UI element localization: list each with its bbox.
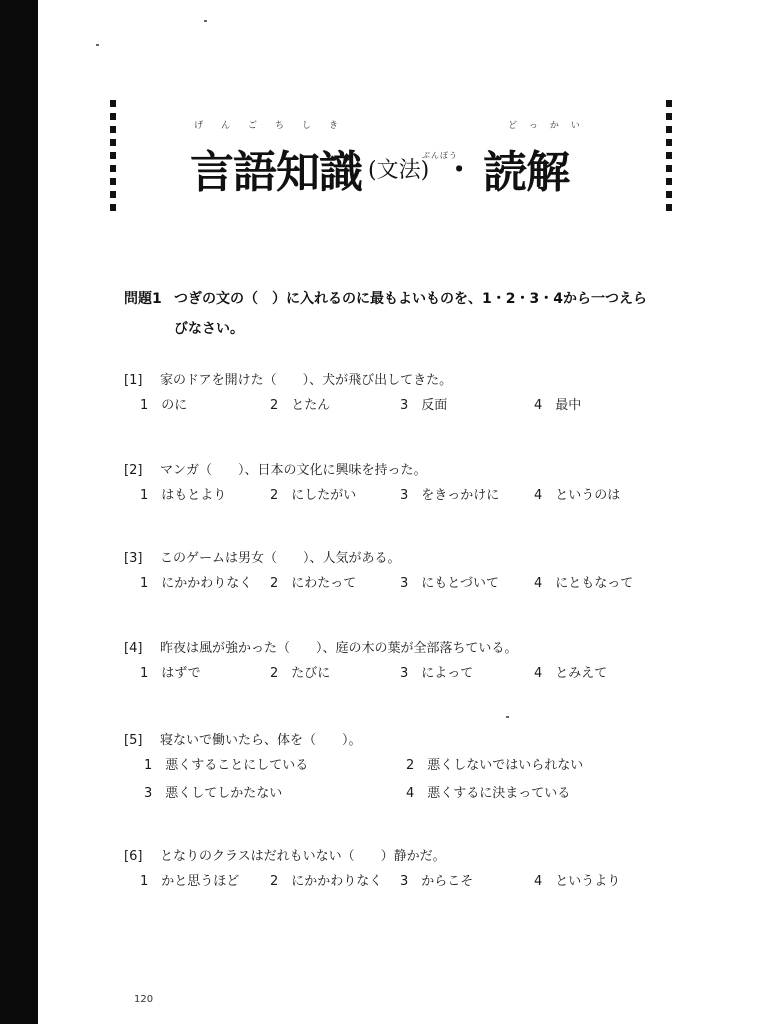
- option[interactable]: 2 たびに: [270, 666, 331, 681]
- question-3: [124, 548, 684, 598]
- scan-speck: [506, 716, 509, 718]
- option[interactable]: 3 からこそ: [400, 874, 474, 889]
- option[interactable]: 4 悪くするに決まっている: [406, 786, 571, 801]
- question-4: [124, 638, 684, 688]
- scan-speck: [96, 44, 99, 46]
- title-main-right: 読解: [483, 147, 570, 198]
- option[interactable]: 3 をきっかけに: [400, 488, 500, 503]
- option[interactable]: 4 というより: [534, 874, 621, 889]
- question-stem: 家のドアを開けた（ ）、犬が飛び出してきた。: [160, 373, 453, 388]
- question-1: [124, 370, 684, 420]
- option[interactable]: 3 悪くしてしかたない: [144, 786, 283, 801]
- instruction-line2: びなさい。: [174, 321, 244, 337]
- option[interactable]: 2 悪くしないではいられない: [406, 758, 584, 773]
- right-dashed-marker: [666, 100, 672, 217]
- question-number: [4]: [124, 641, 143, 656]
- title-sub: (文法): [368, 158, 430, 183]
- question-6: [124, 846, 684, 896]
- question-stem: 昨夜は風が強かった（ ）、庭の木の葉が全部落ちている。: [160, 641, 518, 656]
- option[interactable]: 4 にともなって: [534, 576, 634, 591]
- page-number: 120: [134, 994, 154, 1005]
- question-stem: マンガ（ ）、日本の文化に興味を持った。: [160, 463, 427, 478]
- question-stem: となりのクラスはだれもいない（ ）静かだ。: [160, 849, 446, 864]
- question-stem: このゲームは男女（ ）、人気がある。: [160, 551, 401, 566]
- instructions: [124, 284, 684, 344]
- title-furigana-sub: ぶんぽう: [422, 151, 458, 160]
- question-number: [2]: [124, 463, 143, 478]
- option[interactable]: 1 かと思うほど: [140, 874, 240, 889]
- option[interactable]: 4 というのは: [534, 488, 621, 503]
- question-number: [5]: [124, 733, 143, 748]
- option[interactable]: 1 のに: [140, 398, 188, 413]
- question-stem: 寝ないで働いたら、体を（ ）。: [160, 733, 362, 748]
- question-number: [3]: [124, 551, 143, 566]
- option[interactable]: 4 最中: [534, 398, 582, 413]
- left-dashed-marker: [110, 100, 116, 217]
- option[interactable]: 1 はずで: [140, 666, 201, 681]
- question-number: [6]: [124, 849, 143, 864]
- question-number: [1]: [124, 373, 143, 388]
- option[interactable]: 2 にかかわりなく: [270, 874, 383, 889]
- title-furigana-right: どっかい: [508, 121, 592, 131]
- question-2: [124, 460, 684, 510]
- option[interactable]: 2 とたん: [270, 398, 331, 413]
- option[interactable]: 1 悪くすることにしている: [144, 758, 309, 773]
- scan-border: [0, 0, 38, 1024]
- title-main-left: 言語知識: [190, 147, 362, 198]
- page-title: [190, 118, 610, 198]
- option[interactable]: 1 はもとより: [140, 488, 227, 503]
- option[interactable]: 3 によって: [400, 666, 474, 681]
- option[interactable]: 2 にしたがい: [270, 488, 357, 503]
- option[interactable]: 4 とみえて: [534, 666, 608, 681]
- option[interactable]: 1 にかかわりなく: [140, 576, 253, 591]
- scan-speck: [204, 20, 207, 22]
- problem-label: 問題1: [124, 291, 162, 307]
- title-dot: ・: [445, 153, 474, 186]
- instruction-line1: つぎの文の（ ）に入れるのに最もよいものを、1・2・3・4から一つえら: [174, 291, 647, 307]
- question-5: [124, 730, 684, 808]
- option[interactable]: 3 にもとづいて: [400, 576, 500, 591]
- option[interactable]: 2 にわたって: [270, 576, 357, 591]
- title-furigana-left: げんごちしき: [194, 121, 357, 131]
- option[interactable]: 3 反面: [400, 398, 448, 413]
